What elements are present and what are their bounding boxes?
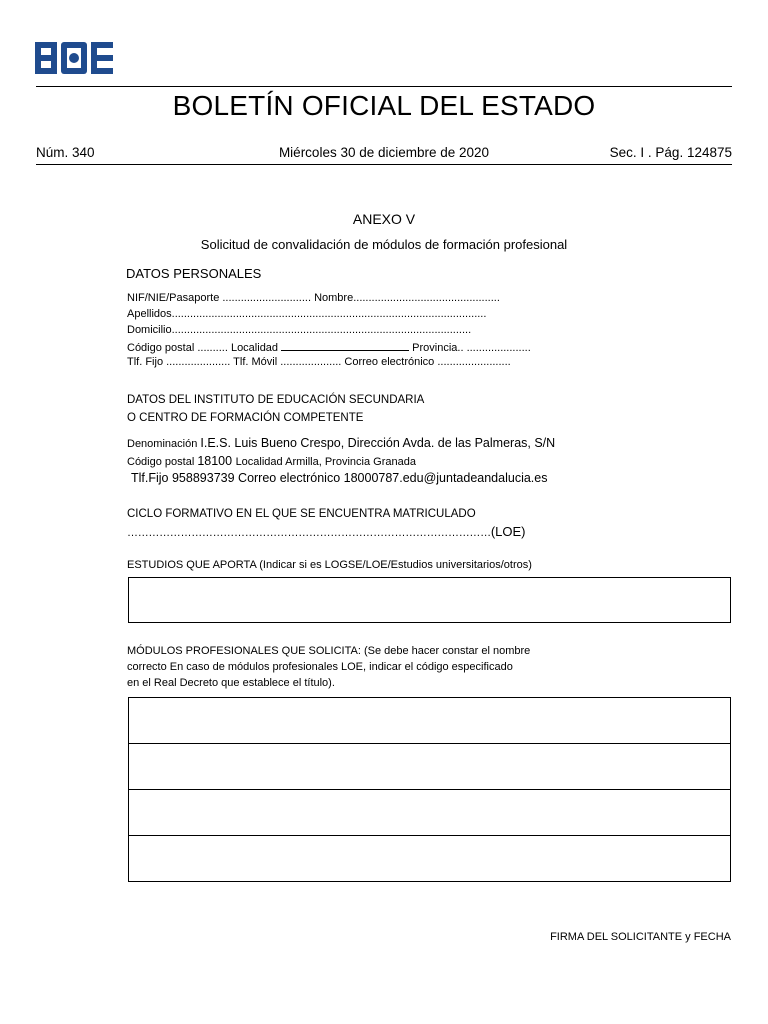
header-rule (36, 164, 732, 165)
modulos-line-2: correcto En caso de módulos profesionales LOE, indicar el código especificado (127, 661, 513, 673)
modulos-line-1: MÓDULOS PROFESIONALES QUE SOLICITA: (Se debe hacer constar el nombre (127, 645, 531, 657)
institute-denominacion (127, 436, 555, 450)
modulos-line-3: en el Real Decreto que establece el título). (127, 677, 335, 689)
estudios-heading: ESTUDIOS QUE APORTA (Indicar si es LOGSE/LOE/Estudios universitarios/otros) (127, 559, 532, 571)
ciclo-heading: CICLO FORMATIVO EN EL QUE SE ENCUENTRA MATRICULADO (127, 508, 476, 520)
apellidos-label: Apellidos (127, 308, 172, 320)
tlf-movil-label: Tlf. Móvil (230, 356, 281, 368)
annex-title: ANEXO V (352, 211, 416, 227)
annex-subtitle: Solicitud de convalidación de módulos de formación profesional (200, 237, 568, 252)
email-label: Correo electrónico (341, 356, 438, 368)
boe-logo (35, 42, 115, 74)
personal-line-1 (127, 292, 500, 304)
loc-inst-label: Localidad (235, 456, 286, 468)
apellidos-dots: ....................................................................................................... (171, 308, 487, 320)
provincia-dots: .. ..................... (457, 342, 531, 354)
modulos-row (129, 743, 730, 789)
estudios-box (128, 577, 731, 623)
institute-heading-2: O CENTRO DE FORMACIÓN COMPETENTE (127, 412, 364, 424)
localidad-line (281, 340, 409, 351)
ciclo-dots: ………………………………………………………………………………………… (127, 527, 491, 539)
tlf-fijo-label: Tlf. Fijo (127, 356, 167, 368)
personal-line-3 (127, 324, 471, 336)
issue-number: Núm. 340 (36, 145, 95, 160)
domicilio-label: Domicilio (127, 324, 172, 336)
personal-line-5 (127, 356, 511, 368)
issue-date: Miércoles 30 de diciembre de 2020 (278, 145, 490, 160)
cp-inst-value: 18100 (197, 454, 236, 468)
tlf-fijo-dots: ..................... (166, 356, 231, 368)
email-inst-label: Correo electrónico (234, 471, 344, 485)
modulos-row (129, 789, 730, 835)
personal-line-4 (127, 340, 531, 354)
email-inst-value: 18000787.edu@juntadeandalucia.es (343, 471, 548, 485)
nif-dots: ............................. (222, 292, 312, 304)
nif-label: NIF/NIE/Pasaporte (127, 292, 223, 304)
cp-label: Código postal (127, 342, 198, 354)
cp-dots: .......... (197, 342, 228, 354)
prov-inst-label: , Provincia (318, 456, 374, 468)
denominacion-value: I.E.S. Luis Bueno Crespo, Dirección Avda. de las Palmeras, S/N (200, 436, 556, 450)
tlf-movil-dots: .................... (280, 356, 342, 368)
tlf-inst-value: 958893739 (171, 471, 235, 485)
loc-inst-value: Armilla (285, 456, 319, 468)
email-dots: ........................ (437, 356, 511, 368)
denominacion-label: Denominación (127, 438, 201, 450)
localidad-label: Localidad (227, 342, 282, 354)
page-title: BOLETÍN OFICIAL DEL ESTADO (172, 90, 596, 121)
nombre-dots: ................................................ (353, 292, 500, 304)
firma-label: FIRMA DEL SOLICITANTE y FECHA (550, 931, 731, 943)
modulos-row (129, 835, 730, 881)
prov-inst-value: Granada (373, 456, 416, 468)
personal-line-2 (127, 308, 486, 320)
tlf-inst-label: Tlf.Fijo (131, 471, 172, 485)
institute-cp-line (127, 454, 416, 468)
top-rule (36, 86, 732, 87)
cp-inst-label: Código postal (127, 456, 198, 468)
modulos-row (129, 698, 730, 743)
provincia-label: Provincia (409, 342, 458, 354)
ciclo-suffix: (LOE) (490, 524, 526, 539)
personal-heading: DATOS PERSONALES (126, 266, 262, 281)
institute-contact-line (131, 471, 547, 485)
nombre-label: Nombre (311, 292, 354, 304)
modulos-table (128, 697, 731, 882)
ciclo-line (127, 524, 525, 539)
section-page: Sec. I . Pág. 124875 (609, 145, 732, 160)
institute-heading-1: DATOS DEL INSTITUTO DE EDUCACIÓN SECUNDARIA (127, 394, 425, 406)
domicilio-dots: .................................................................................................. (171, 324, 472, 336)
